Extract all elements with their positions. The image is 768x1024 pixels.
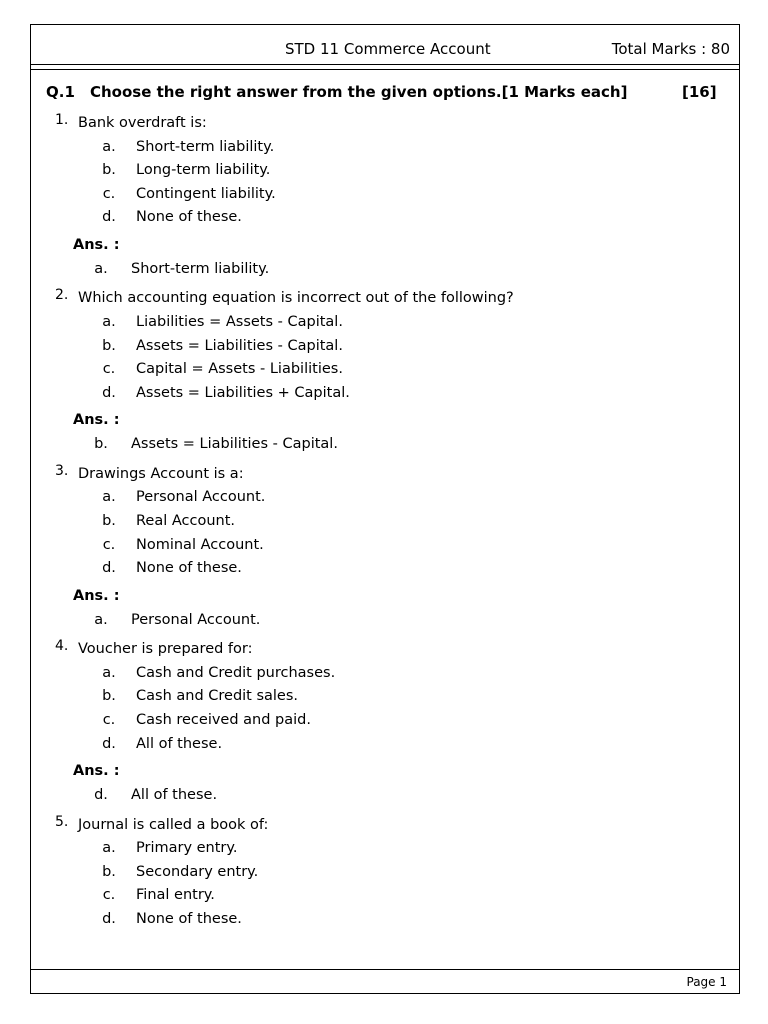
answer-label: Ans. :: [73, 763, 120, 780]
option-letter: d.: [102, 384, 116, 401]
option-item: [31, 537, 739, 557]
option-item: [31, 186, 739, 206]
question-stem: [31, 462, 739, 486]
answer-label: Ans. :: [73, 236, 120, 253]
option-letter: a.: [102, 664, 116, 681]
option-item: [31, 139, 739, 159]
option-item: [31, 513, 739, 533]
option-text: None of these.: [136, 209, 242, 226]
option-text: Cash received and paid.: [136, 711, 311, 728]
option-item: [31, 361, 739, 381]
page-number: Page 1: [686, 975, 727, 989]
option-text: Real Account.: [136, 512, 236, 529]
option-letter: c.: [102, 711, 116, 728]
option-item: [31, 385, 739, 405]
question-stem: [31, 813, 739, 837]
answer-label: Ans. :: [73, 587, 120, 604]
option-text: Assets = Liabilities + Capital.: [136, 384, 350, 401]
option-item: [31, 864, 739, 884]
option-letter: a.: [102, 489, 116, 506]
option-text: Nominal Account.: [136, 536, 264, 553]
header-divider-top: [31, 64, 739, 65]
question-stem: [31, 638, 739, 661]
answer-letter: d.: [94, 787, 108, 804]
total-marks: Total Marks : 80: [611, 40, 730, 58]
option-text: Assets = Liabilities - Capital.: [136, 337, 343, 354]
section-instruction: Choose the right answer from the given options.[1 Marks each]: [90, 83, 628, 101]
option-letter: c.: [102, 887, 116, 904]
option-text: Short-term liability.: [136, 138, 275, 155]
paper-title: STD 11 Commerce Account: [285, 40, 491, 58]
question-number: 1.: [55, 112, 69, 128]
option-item: [31, 209, 739, 229]
option-item: [31, 314, 739, 334]
answer-value: [31, 612, 739, 632]
answer-letter: a.: [94, 611, 108, 628]
option-item: [31, 712, 739, 732]
option-letter: c.: [102, 185, 116, 202]
option-letter: c.: [102, 536, 116, 553]
option-letter: b.: [102, 863, 116, 880]
option-item: [31, 688, 739, 708]
answer-label: Ans. :: [73, 412, 120, 429]
question-number: 5.: [55, 813, 69, 830]
question-number: 4.: [55, 638, 69, 655]
option-text: Long-term liability.: [136, 162, 271, 179]
option-text: Cash and Credit purchases.: [136, 664, 336, 681]
option-text: Contingent liability.: [136, 185, 276, 202]
option-text: Primary entry.: [136, 840, 238, 857]
answer-label-row: [31, 588, 739, 608]
answer-text: Personal Account.: [131, 611, 261, 628]
question-stem: [31, 112, 739, 135]
answer-text: All of these.: [131, 787, 218, 804]
answer-value: [31, 787, 739, 807]
option-item: [31, 560, 739, 580]
answer-label-row: [31, 412, 739, 432]
option-letter: d.: [102, 735, 116, 752]
option-text: Capital = Assets - Liabilities.: [136, 361, 343, 378]
option-letter: b.: [102, 162, 116, 179]
question-text: Journal is called a book of:: [78, 816, 269, 833]
option-letter: c.: [102, 361, 116, 378]
option-item: [31, 489, 739, 509]
option-text: All of these.: [136, 735, 223, 752]
answer-letter: b.: [94, 436, 108, 453]
answer-text: Short-term liability.: [131, 260, 270, 277]
option-letter: a.: [102, 313, 116, 330]
option-letter: d.: [102, 209, 116, 226]
option-letter: b.: [102, 337, 116, 354]
option-letter: b.: [102, 688, 116, 705]
question-text: Which accounting equation is incorrect out of the following?: [78, 290, 514, 307]
option-item: [31, 887, 739, 907]
question-stem: [31, 287, 739, 310]
option-text: Cash and Credit sales.: [136, 688, 299, 705]
header-divider-bottom: [31, 69, 739, 70]
answer-value: [31, 436, 739, 456]
option-letter: d.: [102, 910, 116, 927]
answer-label-row: [31, 237, 739, 257]
question-text: Voucher is prepared for:: [78, 641, 253, 658]
question-text: Drawings Account is a:: [78, 465, 244, 482]
option-item: [31, 338, 739, 358]
answer-letter: a.: [94, 260, 108, 277]
option-text: Secondary entry.: [136, 863, 259, 880]
option-text: Liabilities = Assets - Capital.: [136, 313, 343, 330]
question-number: 3.: [55, 462, 69, 479]
option-letter: b.: [102, 512, 116, 529]
section-number: Q.1: [46, 83, 75, 101]
option-text: Final entry.: [136, 887, 215, 904]
page-frame: [30, 24, 740, 994]
page-header: [31, 25, 739, 69]
answer-value: [31, 261, 739, 281]
option-letter: a.: [102, 840, 116, 857]
option-text: None of these.: [136, 560, 242, 577]
option-letter: d.: [102, 560, 116, 577]
option-text: None of these.: [136, 910, 242, 927]
option-text: Personal Account.: [136, 489, 266, 506]
answer-text: Assets = Liabilities - Capital.: [131, 436, 338, 453]
option-item: [31, 736, 739, 756]
answer-label-row: [31, 763, 739, 783]
question-text: Bank overdraft is:: [78, 115, 207, 131]
question-number: 2.: [55, 287, 69, 304]
option-letter: a.: [102, 138, 116, 155]
option-item: [31, 840, 739, 860]
footer-divider: [31, 969, 739, 970]
option-item: [31, 665, 739, 685]
option-item: [31, 162, 739, 182]
section-marks: [16]: [682, 83, 717, 101]
option-item: [31, 911, 739, 931]
